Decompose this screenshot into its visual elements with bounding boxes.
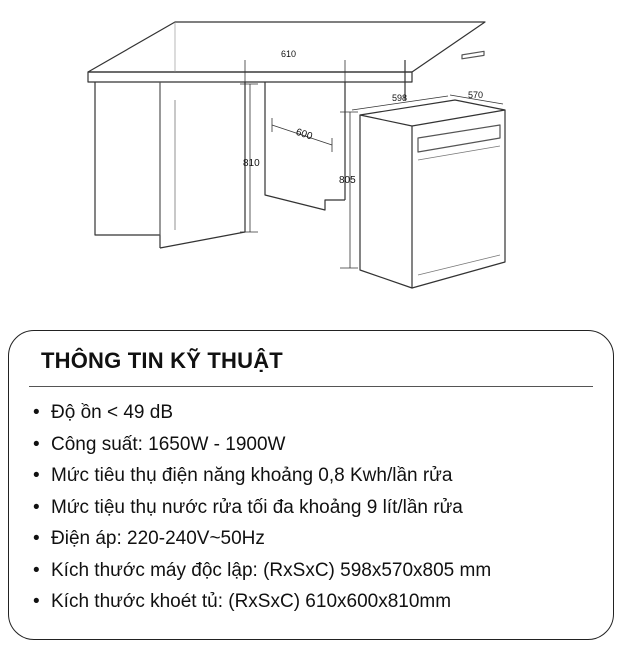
appliance-dims — [340, 95, 503, 268]
spec-item-cutout-size — [33, 586, 491, 618]
spec-text: Độ ồn < 49 dB — [51, 402, 174, 423]
dim-label-598: 598 — [392, 93, 408, 103]
specs-title: THÔNG TIN KỸ THUẬT — [41, 348, 283, 373]
bullet-icon: • — [33, 559, 40, 581]
left-cabinet — [95, 82, 245, 248]
spec-text: Kích thước khoét tủ: (RxSxC) 610x600x810mm — [51, 591, 452, 612]
spec-text: Điện áp: 220-240V~50Hz — [51, 528, 265, 549]
dim-label-610: 610 — [281, 49, 297, 59]
bullet-icon: • — [33, 591, 40, 612]
dim-label-805: 805 — [339, 175, 356, 186]
bullet-icon: • — [33, 402, 40, 423]
cutout-width-dim — [245, 60, 345, 88]
dim-label-600: 600 — [294, 126, 314, 143]
bullet-icon: • — [33, 496, 40, 518]
bullet-icon: • — [33, 528, 40, 549]
spec-item-power — [33, 429, 491, 461]
spec-text: Mức tiệu thụ nước rửa tối đa khoảng 9 lít/lần rửa — [51, 496, 463, 518]
spec-item-noise — [33, 397, 491, 429]
dim-label-570: 570 — [468, 90, 484, 100]
technical-specs-card — [8, 330, 614, 640]
spec-item-voltage — [33, 523, 491, 555]
dim-label-810: 810 — [243, 158, 260, 169]
specs-list — [33, 397, 491, 618]
spec-text: Kích thước máy độc lập: (RxSxC) 598x570x805 mm — [51, 559, 492, 581]
spec-text: Công suất: 1650W - 1900W — [51, 433, 286, 455]
bullet-icon: • — [33, 465, 40, 486]
spec-text: Mức tiêu thụ điện năng khoảng 0,8 Kwh/lần rửa — [51, 465, 453, 486]
bullet-icon: • — [33, 433, 40, 455]
title-divider — [29, 386, 593, 387]
spec-item-freestanding-size — [33, 555, 491, 587]
spec-item-water — [33, 492, 491, 524]
installation-dimension-diagram — [0, 0, 627, 300]
spec-item-energy — [33, 460, 491, 492]
dishwasher — [360, 51, 505, 288]
